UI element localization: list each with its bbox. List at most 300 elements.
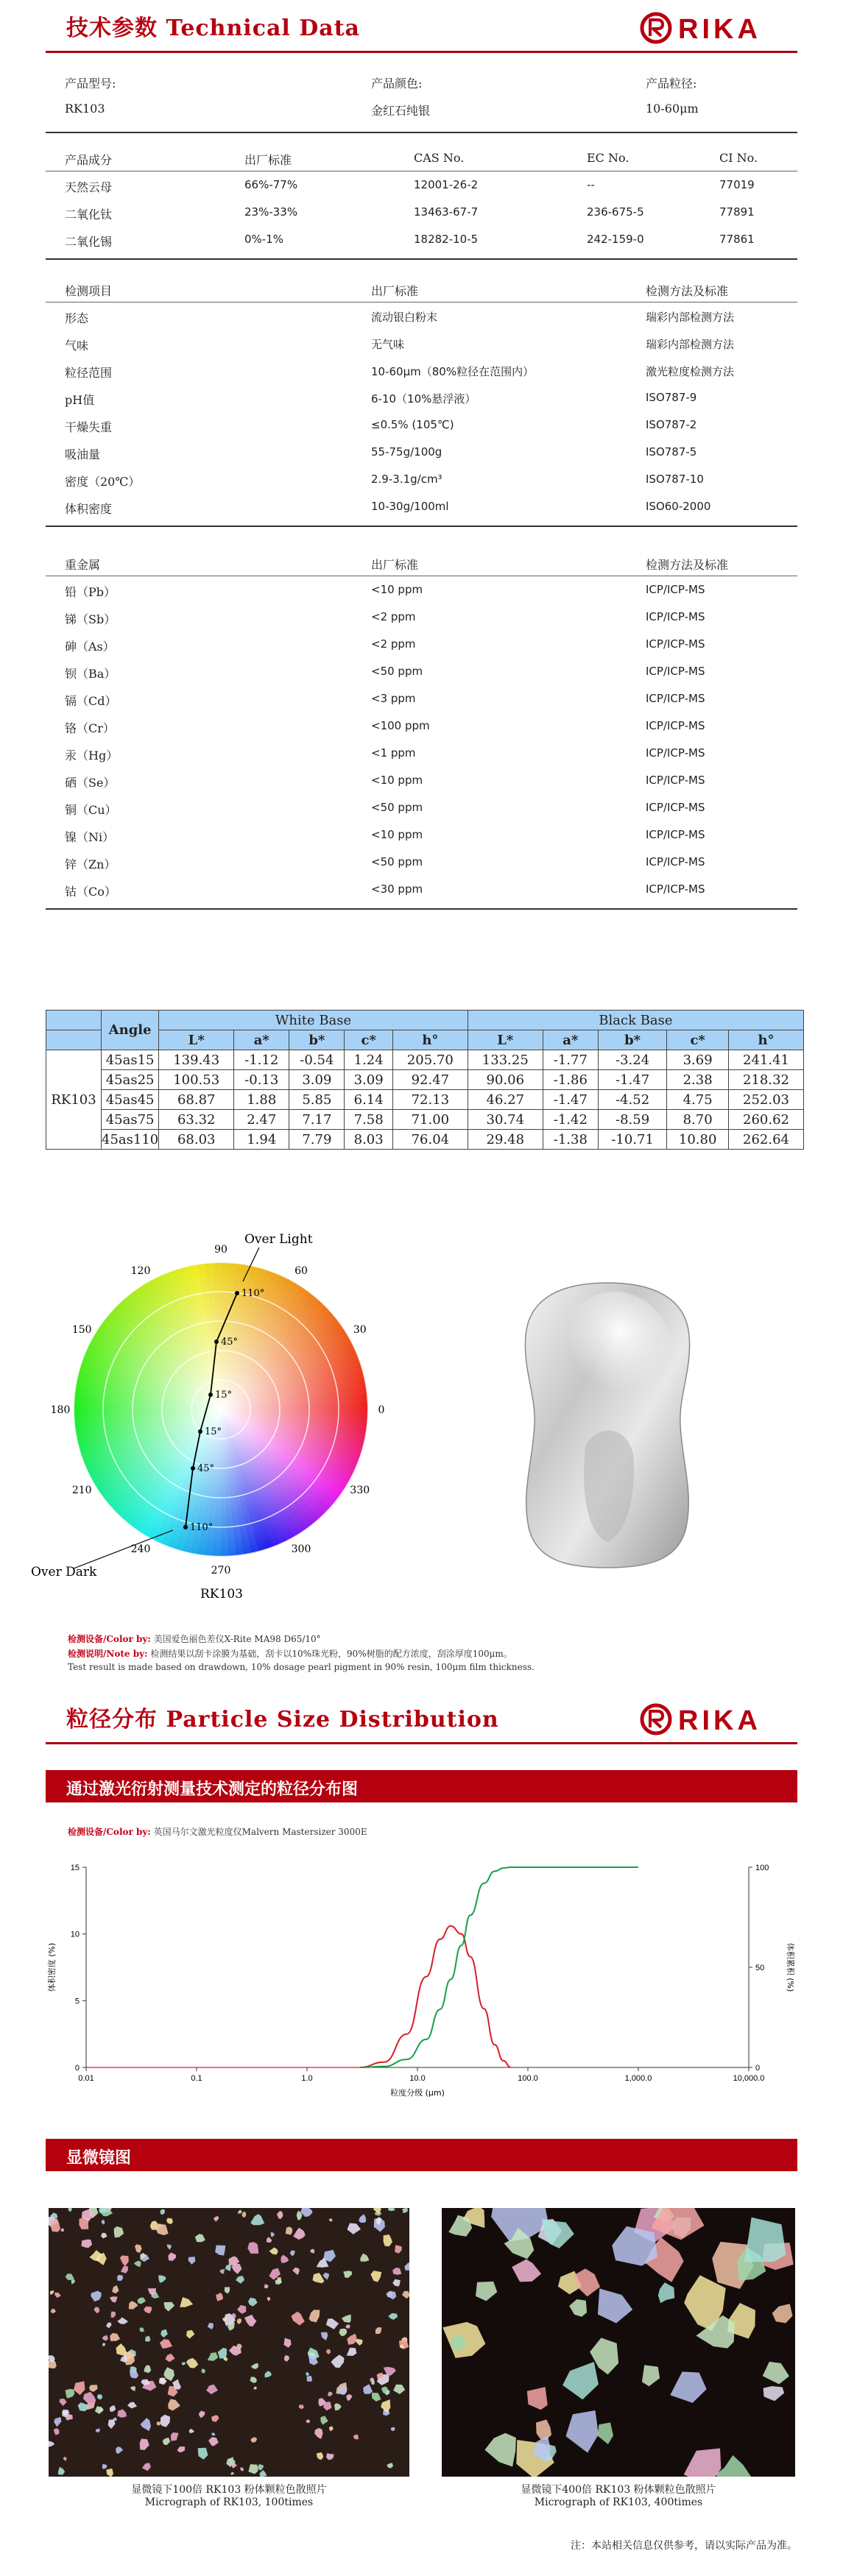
model-label: 产品型号: [65,77,116,91]
pigment-flake [208,2352,219,2361]
over-dark-pointer [74,1530,173,1568]
table-cell: ICP/ICP-MS [646,828,705,841]
value-cell: 205.70 [392,1050,468,1070]
pigment-flake [68,2208,72,2212]
pigment-flake [612,2226,657,2266]
polar-point-label: 15° [205,1426,222,1437]
tests-body [46,302,797,527]
pigment-flake [165,2354,174,2362]
pigment-flake [250,2214,264,2225]
table-cell: <2 ppm [371,610,416,623]
composition-header [46,144,797,171]
logo-text-2: RIKA [678,1705,761,1736]
pigment-flake [404,2262,409,2271]
color-columns-row [46,1030,804,1050]
table-cell: 粒径范围 [65,366,113,380]
value-cell: 252.03 [728,1090,803,1110]
table-cell: 二氧化锡 [65,235,113,249]
value-cell: 139.43 [159,1050,234,1070]
tests-table [46,275,797,527]
product-cell: RK103 [46,1050,102,1150]
psd-section-title: 粒径分布 Particle Size Distribution [66,1707,499,1733]
pigment-flake [384,2367,396,2376]
pigment-flake [566,2410,599,2453]
pigment-flake [384,2234,392,2246]
pigment-flake [237,2318,241,2324]
pigment-flake [251,2363,259,2369]
table-cell: 瑞彩内部检测方法 [646,338,735,351]
value-cell: 30.74 [468,1110,543,1130]
table-row [46,330,797,357]
pigment-flake [142,2463,151,2471]
pigment-flake [49,2441,54,2447]
value-cell: 1.24 [345,1050,392,1070]
pigment-flake [391,2427,395,2431]
pigment-flake [317,2452,323,2460]
pigment-flake [54,2417,61,2427]
table-cell: 天然云母 [65,180,113,194]
pigment-flake [89,2385,98,2392]
table-row [46,604,797,631]
pigment-flake [569,2299,587,2317]
pigment-flake [292,2312,305,2326]
pigment-flake [144,2366,152,2374]
pigment-flake [145,2336,151,2342]
value-cell: 8.03 [345,1130,392,1150]
header-cell: 检测方法及标准 [646,284,729,298]
pigment-flake [387,2291,396,2299]
micrograph-100x-image [49,2208,409,2477]
pigment-flake [159,2378,167,2385]
pigment-flake [208,2323,214,2329]
pigment-flake [309,2310,320,2322]
pigment-flake [240,2468,244,2471]
x-tick-label: 100.0 [518,2074,538,2083]
table-row [46,821,797,849]
header-cell: EC No. [587,151,629,165]
pigment-flake [536,2419,551,2440]
value-cell: 100.53 [159,1070,234,1090]
table-cell: 砷（As） [65,640,115,654]
pigment-flake [387,2463,393,2468]
panel-highlight [556,1292,674,1424]
table-cell: ICP/ICP-MS [646,692,705,705]
pigment-flake [260,2470,267,2477]
pigment-flake [313,2273,325,2283]
y2-tick-label: 50 [755,1964,765,1972]
pigment-flake [110,2333,120,2341]
pigment-flake [83,2392,96,2405]
x-tick-label: 1,000.0 [624,2074,652,2083]
table-cell: <3 ppm [371,692,416,705]
rika-logo-2 [640,1702,794,1736]
pigment-flake [94,2307,100,2314]
pigment-flake [225,2287,230,2293]
pigment-flake [106,2322,112,2328]
table-cell: ISO787-9 [646,391,697,404]
white-base-header: White Base [159,1011,468,1030]
value-cell: 7.17 [289,1110,345,1130]
corner-cell-2 [46,1030,102,1050]
caption-400x-en: Micrograph of RK103, 400times [534,2497,703,2508]
value-cell: 71.00 [392,1110,468,1130]
psd-header [46,1696,797,1744]
table-row [46,411,797,439]
pigment-flake [293,2228,306,2240]
pigment-flake [241,2212,246,2218]
column-header: L* [159,1030,234,1050]
x-tick-label: 10,000.0 [733,2074,765,2083]
pigment-flake [370,2271,381,2282]
pigment-flake [58,2467,65,2475]
pigment-flake [161,2209,165,2215]
table-cell: ICP/ICP-MS [646,583,705,596]
header-cell: 检测方法及标准 [646,558,729,572]
pigment-flake [562,2362,599,2399]
angle-label: 30 [353,1324,367,1336]
pigment-flake [326,2453,334,2460]
pigment-flake [642,2365,660,2386]
table-cell: <30 ppm [371,882,423,896]
polar-point [208,1393,213,1397]
value-cell: -10.71 [598,1130,666,1150]
pigment-flake [135,2244,142,2253]
table-row [46,740,797,767]
micrograph-100x-caption [49,2482,409,2508]
table-cell: <50 ppm [371,855,423,868]
pigment-flake [392,2268,401,2275]
table-row [46,384,797,411]
pigment-flake [253,2387,257,2390]
column-header: h° [728,1030,803,1050]
pigment-flake [476,2282,497,2301]
pigment-flake [402,2208,408,2213]
pigment-flake [359,2214,366,2223]
value-cell: 241.41 [728,1050,803,1070]
table-cell: 55-75g/100g [371,445,442,459]
column-header: a* [234,1030,289,1050]
microscope-bar [46,2139,797,2171]
value-cell: 10.80 [667,1130,729,1150]
value-cell: 260.62 [728,1110,803,1130]
pigment-flake [186,2330,194,2339]
header-cell: 出厂标准 [371,284,419,298]
value-cell: 1.94 [234,1130,289,1150]
table-cell: 铬（Cr） [65,721,115,735]
value-cell: 262.64 [728,1130,803,1150]
table-cell: 激光粒度检测方法 [646,365,735,378]
rika-logo [640,11,794,45]
value-cell: -1.38 [543,1130,598,1150]
value-cell: 72.13 [392,1090,468,1110]
table-cell: 锌（Zn） [65,857,116,871]
caption-100x-en: Micrograph of RK103, 100times [144,2497,314,2508]
table-cell: 镍（Ni） [65,830,115,844]
pigment-flake [78,2402,88,2411]
method-note [68,1647,512,1660]
pigment-flake [66,2389,75,2399]
table-row [46,767,797,794]
pigment-flake [277,2211,283,2219]
table-cell: ISO787-2 [646,418,697,431]
header-cell: 检测项目 [65,284,113,298]
pigment-flake [163,2438,171,2445]
pigment-flake [265,2371,272,2377]
polar-point [235,1291,239,1295]
angle-label: 330 [350,1485,370,1496]
density-series-line [360,1926,511,2067]
value-cell: 68.87 [159,1090,234,1110]
pigment-flake [188,2429,194,2433]
table-cell: 无气味 [371,338,405,351]
table-cell: ICP/ICP-MS [646,774,705,787]
header-cell: CAS No. [414,151,465,165]
pigment-flake [363,2384,373,2393]
table-cell: 6-10（10%悬浮液） [371,392,476,406]
product-label-row [46,68,797,95]
value-cell: -1.47 [598,1070,666,1090]
polar-point-label: 45° [197,1463,215,1474]
pigment-flake [138,2298,147,2304]
pigment-flake [71,2279,75,2284]
pigment-flake [161,2329,168,2338]
pigment-flake [91,2291,101,2302]
technical-data-header [46,4,797,53]
pigment-flake [112,2285,119,2293]
table-cell: pH值 [65,393,95,407]
pigment-flake [231,2472,235,2475]
angle-header: Angle [102,1011,159,1050]
metals-header [46,549,797,576]
color-polar-diagram [29,1218,412,1601]
method-note-en: Test result is made based on drawdown, 10% dosage pearl pigment in 90% resin, 100μm film thickness. [68,1662,535,1672]
value-cell: -0.54 [289,1050,345,1070]
pigment-flake [375,2327,381,2334]
composition-table [46,144,797,260]
value-cell: 46.27 [468,1090,543,1110]
micrograph-400x-caption [442,2482,795,2508]
pigment-flake [744,2218,786,2262]
table-cell: 77861 [719,233,755,246]
size-label: 产品粒径: [646,77,697,91]
table-row [46,685,797,712]
header-cell: 重金属 [65,558,101,572]
footer-note: 注：本站相关信息仅供参考，请以实际产品为准。 [571,2540,797,2552]
angle-label: 210 [71,1485,92,1496]
header-cell: 出厂标准 [371,558,419,572]
angle-label: 240 [130,1543,151,1555]
device-note-label: 检测设备/Color by: [68,1634,151,1644]
pigment-flake [161,2415,170,2427]
pigment-flake [114,2226,124,2237]
table-row [46,466,797,493]
pigment-flake [120,2355,127,2363]
pigment-flake [345,2324,350,2329]
y-tick-label: 0 [74,2064,80,2073]
pigment-flake [267,2237,272,2243]
table-cell: ICP/ICP-MS [646,665,705,678]
pigment-flake [236,2276,244,2284]
angle-label: 120 [130,1265,151,1278]
pigment-flake [763,2362,789,2385]
table-cell: 汞（Hg） [65,749,119,762]
table-row [46,171,797,199]
psd-bar-title: 通过激光衍射测量技术测定的粒径分布图 [66,1780,359,1799]
pigment-flake [237,2305,246,2314]
metals-table [46,549,797,910]
table-cell: 铅（Pb） [65,585,116,599]
polar-point-label: 15° [215,1390,233,1401]
value-cell: 3.09 [289,1070,345,1090]
table-row [46,226,797,260]
device-note [68,1632,321,1645]
angle-label: 150 [71,1324,92,1336]
table-cell: ICP/ICP-MS [646,801,705,814]
pigment-flake [118,2409,127,2417]
pigment-flake [54,2428,60,2435]
pigment-flake [310,2249,314,2254]
pigment-flake [772,2304,793,2323]
polar-point [198,1429,202,1434]
pigment-flake [331,2354,345,2368]
column-header: a* [543,1030,598,1050]
table-cell: 10-30g/100ml [371,500,449,513]
pigment-flake [102,2220,105,2225]
angle-cell: 45as25 [102,1070,159,1090]
x-tick-label: 0.01 [78,2074,94,2083]
pigment-flake [388,2313,398,2320]
pigment-flake [211,2432,215,2435]
table-cell: ICP/ICP-MS [646,746,705,760]
pigment-flake [670,2371,707,2402]
composition-body [46,171,797,260]
y2-axis-label: 体积累积 (%) [786,1942,795,1992]
pigment-flake [322,2273,329,2280]
table-row [46,849,797,876]
pigment-flake [306,2372,310,2376]
pigment-flake [326,2349,331,2354]
angle-cell: 45as15 [102,1050,159,1070]
pigment-flake [306,2376,312,2382]
table-cell: 77019 [719,178,755,191]
table-cell: 12001-26-2 [414,178,479,191]
pigment-flake [334,2403,342,2410]
section-title: 技术参数 Technical Data [66,15,360,41]
psd-device-note [68,1825,367,1838]
value-cell: -1.47 [543,1090,598,1110]
table-cell: <100 ppm [371,719,430,732]
value-cell: -1.12 [234,1050,289,1070]
table-cell: 二氧化钛 [65,208,113,222]
micrograph-400x [442,2208,795,2477]
table-cell: 钡（Ba） [65,667,116,681]
table-cell: 密度（20℃） [65,475,141,489]
column-header: c* [345,1030,392,1050]
value-cell: 2.38 [667,1070,729,1090]
pigment-flake [356,2339,362,2346]
corner-cell [46,1011,102,1030]
pigment-flake [130,2370,138,2378]
y2-tick-label: 0 [755,2064,761,2073]
value-cell: 29.48 [468,1130,543,1150]
pigment-flake [269,2248,278,2255]
angle-cell: 45as75 [102,1110,159,1130]
column-header: b* [289,1030,345,1050]
pigment-flake [218,2348,227,2359]
value-cell: 8.70 [667,1110,729,1130]
pigment-flake [171,2432,179,2441]
polar-product-label: RK103 [200,1587,243,1601]
value-cell: -1.42 [543,1110,598,1130]
value-cell: -0.13 [234,1070,289,1090]
pigment-flake [290,2251,295,2257]
pigment-flake [102,2464,107,2469]
table-row [46,439,797,466]
pigment-flake [182,2362,186,2366]
pigment-flake [198,2448,208,2460]
value-cell: 7.79 [289,1130,345,1150]
pigment-flake [346,2394,352,2401]
pigment-flake [238,2209,242,2213]
pigment-flake [247,2242,258,2254]
table-cell: ICP/ICP-MS [646,882,705,896]
pigment-flake [339,2329,348,2337]
pigment-flake [574,2268,600,2296]
table-cell: 236-675-5 [587,205,644,219]
pigment-flake [684,2449,722,2477]
y2-tick-label: 100 [755,1864,769,1872]
angle-label: 300 [291,1543,311,1555]
angle-label: 270 [211,1565,231,1577]
table-cell: <10 ppm [371,583,423,596]
pigment-flake [96,2428,100,2432]
pigment-flake [388,2208,395,2211]
table-cell: ICP/ICP-MS [646,610,705,623]
table-row [46,1070,804,1090]
pigment-flake [512,2260,541,2282]
microscope-bar-title: 显微镜图 [66,2148,132,2168]
pigment-flake [527,2387,548,2410]
pigment-flake [225,2265,231,2271]
value-cell: 63.32 [159,1110,234,1130]
table-cell: ISO60-2000 [646,500,711,513]
value-cell: 76.04 [392,1130,468,1150]
angle-label: 60 [294,1265,308,1278]
pigment-flake [140,2438,149,2450]
table-cell: 吸油量 [65,447,101,461]
pigment-flake [598,2422,613,2444]
pigment-flake [116,2343,127,2356]
polar-point [191,1466,195,1471]
pigment-flake [598,2288,632,2323]
column-header: c* [667,1030,729,1050]
pigment-flake [328,2391,333,2396]
pigment-flake [284,2355,289,2362]
method-note-value: 检测结果以刮卡涂膜为基础，刮卡以10%珠光粉，90%树脂的配方浓度，刮涂厚度100μm。 [150,1649,512,1659]
pigment-flake [329,2426,334,2431]
pigment-flake [60,2399,67,2406]
pigment-flake [300,2208,312,2217]
table-row [46,1110,804,1130]
pigment-flake [155,2223,169,2235]
table-cell: 66%-77% [244,178,298,191]
pigment-flake [381,2399,390,2413]
pigment-flake [299,2405,304,2409]
pigment-flake [168,2399,180,2410]
pigment-flake [326,2318,339,2329]
table-cell: <10 ppm [371,774,423,787]
value-cell: 1.88 [234,1090,289,1110]
